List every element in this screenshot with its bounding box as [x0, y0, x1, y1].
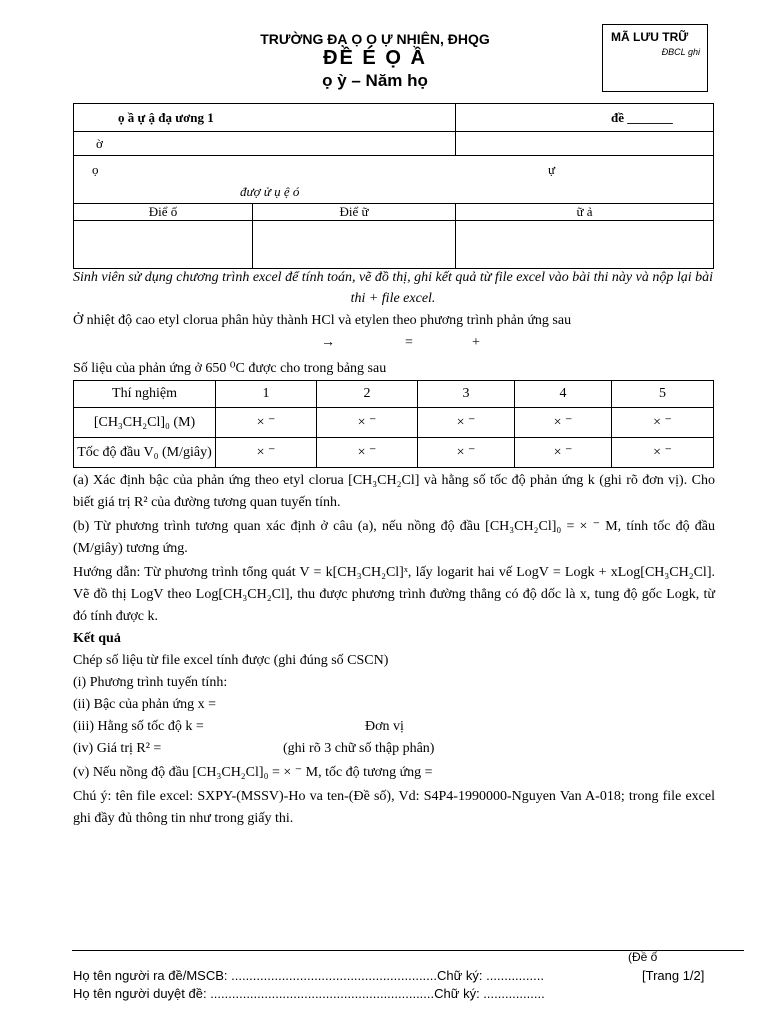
grader-header: ữ ả — [456, 204, 714, 221]
exam-title: ĐỀ É Ọ Ầ — [323, 47, 427, 69]
exam-code-cell: đề _______ — [456, 104, 714, 132]
guide-text: Hướng dẫn: Từ phương trình tổng quát V = k[CH₃CH₂Cl]ˣ, lấy logarit hai vế LogV = Logk + xLog[CH₃CH₂Cl]. Vẽ đồ thị LogV theo Log[CH₃CH₂Cl], thu được phương trình đường thẳng có độ dốc là x, tung độ gốc Logk, từ đó tính được k. — [73, 565, 715, 624]
data-intro: Số liệu của phản ứng ở 650 ⁰C được cho trong bảng sau — [73, 361, 387, 376]
table-cell: × ⁻ — [612, 438, 714, 468]
table-cell: × ⁻ — [317, 408, 418, 438]
row-label: [CH₃CH₂Cl]₀ (M) — [74, 408, 216, 438]
footer-exam-tag: (Đề ố — [628, 950, 658, 964]
result-iv — [73, 738, 715, 760]
result-i: (i) Phương trình tuyến tính: — [73, 675, 228, 690]
header-cell: 5 — [612, 381, 714, 408]
score-words-header: Điể ữ — [253, 204, 456, 221]
header-cell: Thí nghiệm — [74, 381, 216, 408]
reaction-equals: = — [405, 335, 413, 350]
question-b: (b) Từ phương trình tương quan xác định ở câu (a), nếu nồng độ đầu [CH₃CH₂Cl]₀ = × ⁻ M, tính tốc độ đầu (M/giây) tương ứng. — [73, 519, 715, 556]
instruction-note: Sinh viên sử dụng chương trình excel để tính toán, vẽ đồ thị, ghi kết quả từ file excel vào bài thi này và nộp lại bài thi + file excel. — [72, 270, 713, 306]
score-header: Điể ố — [74, 204, 253, 221]
semester-line: ọ ỳ – Năm họ — [322, 71, 428, 90]
score-cell[interactable] — [74, 221, 253, 269]
question-a: (a) Xác định bậc của phản ứng theo etyl clorua [CH₃CH₂Cl] và hằng số tốc độ phản ứng k (ghi rõ đơn vị). Cho biết giá trị R² của đường tương quan tuyến tính. — [73, 473, 715, 510]
duration-cell: ờ — [74, 132, 456, 156]
result-iv-label: (iv) Giá trị R² = — [73, 741, 162, 756]
header-cell: 4 — [515, 381, 612, 408]
result-iii-label: (iii) Hằng số tốc độ k = — [73, 719, 204, 734]
reaction-plus: + — [472, 335, 480, 350]
author-line: Họ tên người ra đề/MSCB: .........................................................Chữ ký: ................ — [73, 968, 544, 983]
header-cell: 3 — [418, 381, 515, 408]
table-cell: × ⁻ — [418, 408, 515, 438]
table-cell: × ⁻ — [418, 438, 515, 468]
table-row — [74, 438, 714, 468]
data-table — [73, 380, 714, 468]
grader-cell[interactable] — [456, 221, 714, 269]
results-copy: Chép số liệu từ file excel tính được (ghi đúng số CSCN) — [73, 653, 389, 668]
header-cell: 2 — [317, 381, 418, 408]
archive-box — [602, 24, 708, 92]
table-cell: × ⁻ — [612, 408, 714, 438]
intro-text: Ở nhiệt độ cao etyl clorua phân hủy thành HCl và etylen theo phương trình phản ứng sau — [73, 313, 572, 328]
page-number: [Trang 1/2] — [642, 968, 705, 983]
score-words-cell[interactable] — [253, 221, 456, 269]
table-row — [74, 408, 714, 438]
results-heading: Kết quả — [73, 631, 121, 646]
reaction-arrow: → — [321, 335, 335, 350]
instructions-left: ọ — [92, 162, 99, 177]
result-iv-note: (ghi rõ 3 chữ số thập phân) — [283, 741, 435, 756]
result-v: (v) Nếu nồng độ đầu [CH₃CH₂Cl]₀ = × ⁻ M, tốc độ tương ứng = — [73, 765, 433, 780]
result-iii-unit: Đơn vị — [365, 719, 404, 734]
row-label: Tốc độ đầu V₀ (M/giây) — [74, 438, 216, 468]
result-ii: (ii) Bậc của phản ứng x = — [73, 697, 216, 712]
exam-info-table — [73, 103, 714, 269]
instructions-cell — [74, 156, 714, 204]
archive-subtitle: ĐBCL ghi — [661, 47, 700, 57]
school-name: TRƯỜNG ĐẠ Ọ Ọ Ự NHIÊN, ĐHQG — [260, 31, 490, 47]
table-cell: × ⁻ — [317, 438, 418, 468]
instructions-right: ự — [548, 162, 556, 177]
table-cell: × ⁻ — [515, 408, 612, 438]
course-name-cell: ọ ầ ự ậ đạ ương 1 — [74, 104, 456, 132]
archive-title: MÃ LƯU TRỮ — [611, 30, 689, 44]
table-cell: × ⁻ — [216, 438, 317, 468]
duration-right-cell — [456, 132, 714, 156]
result-iii — [73, 716, 715, 738]
reviewer-line: Họ tên người duyệt đề: ..............................................................Chữ ký: ................. — [73, 986, 545, 1001]
table-cell: × ⁻ — [515, 438, 612, 468]
table-row — [74, 381, 714, 408]
header-cell: 1 — [216, 381, 317, 408]
filename-note: Chú ý: tên file excel: SXPY-(MSSV)-Ho va ten-(Đề số), Vd: S4P4-1990000-Nguyen Van A-018; trong file excel ghi đầy đủ thông tin như trong giấy thi. — [73, 789, 715, 826]
instructions-line2: đượ ử ụ ệ ó — [240, 184, 300, 199]
table-cell: × ⁻ — [216, 408, 317, 438]
